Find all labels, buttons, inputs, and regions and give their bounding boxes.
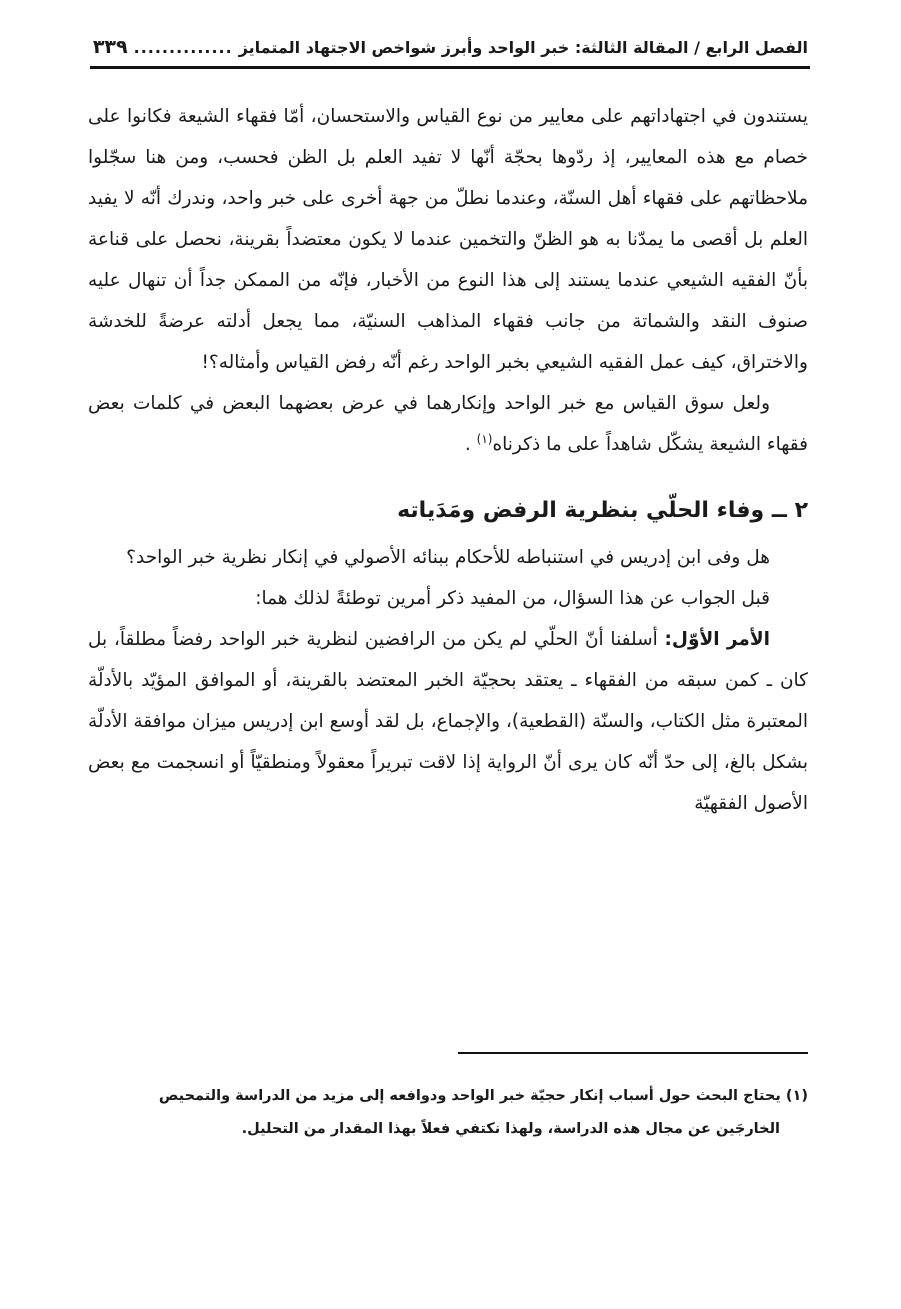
footnote-line-2: الخارجَين عن مجال هذه الدراسة، ولهذا نكتفي فعلاً بهذا المقدار من التحليل. (241, 1121, 780, 1137)
footnote-line-1 (88, 1080, 808, 1113)
first-point-label: الأمر الأوّل: (664, 629, 770, 650)
leader-dots: .............. (133, 37, 233, 57)
paragraph-2 (88, 383, 808, 465)
main-text (88, 96, 808, 824)
paragraph-5 (88, 619, 808, 824)
section-gap (88, 465, 808, 485)
footnote (88, 1080, 808, 1146)
paragraph-5-text: أسلفنا أنّ الحلّي لم يكن من الرافضين لنظرية خبر الواحد رفضاً مطلقاً، بل كان ـ كمن سبقه من الفقهاء ـ يعتقد بحجيّة الخبر المعتضد بالقرينة، أو الموافق المؤيّد بالأدلّة المعتبرة مثل الكتاب، والسنّة (القطعية)، والإجماع، بل لقد أوسع ابن إدريس ميزان موافقة الأدلّة بشكل بالغ، إلى حدّ أنّه كان يرى أنّ الرواية إذا لاقت تبريراً معقولاً ومنطقيّاً أو انسجمت مع بعض الأصول الفقهيّة (88, 629, 808, 814)
header-rule (90, 66, 810, 69)
paragraph-4: قبل الجواب عن هذا السؤال، من المفيد ذكر أمرين توطئةً لذلك هما: (255, 588, 770, 609)
footnote-ref[interactable]: (١) (476, 431, 493, 446)
chapter-title: الفصل الرابع / المقالة الثالثة: خبر الواحد وأبرز شواخص الاجتهاد المتمايز (238, 37, 808, 57)
paragraph-2-text: ولعل سوق القياس مع خبر الواحد وإنكارهما في عرض بعضهما البعض في كلمات بعض فقهاء الشيعة يشكّل شاهداً على ما ذكرناه (88, 393, 808, 455)
footnote-rule (458, 1052, 808, 1054)
footnote-number: (١) (785, 1088, 808, 1104)
page-number: ٣٣٩ (92, 36, 128, 58)
paragraph-1: يستندون في اجتهاداتهم على معايير من نوع القياس والاستحسان، أمّا فقهاء الشيعة فكانوا على خصام مع هذه المعايير، إذ ردّوها بحجّة أنّها لا تفيد العلم بل الظن فحسب، ومن هنا سجّلوا ملاحظاتهم على فقهاء أهل السنّة، وعندما نطلّ من جهة أخرى على خبر واحد، وندرك أنّه لا يفيد العلم بل أقصى ما يمدّنا به هو الظنّ والتخمين عندما لا يكون معتضداً بقرينة، نحصل على قناعة بأنّ الفقيه الشيعي عندما يستند إلى هذا النوع من الأخبار، فإنّه من الممكن جداً أن تنهال عليه صنوف النقد والشماتة من جانب فقهاء المذاهب السنيّة، مما يجعل أدلته عرضةً للخدشة والاختراق، كيف عمل الفقيه الشيعي بخبر الواحد رغم أنّه رفض القياس وأمثاله؟! (88, 106, 808, 373)
footnote-text-1: يحتاج البحث حول أسباب إنكار حجيّة خبر الواحد ودوافعه إلى مزيد من الدراسة والتمحيص (158, 1088, 781, 1104)
paragraph-2-end: . (464, 434, 471, 455)
paragraph-3: هل وفى ابن إدريس في استنباطه للأحكام ببنائه الأصولي في إنكار نظرية خبر الواحد؟ (126, 547, 770, 568)
running-header (92, 30, 808, 64)
section-heading: ٢ ــ وفاء الحلّي بنظرية الرفض ومَدَياته (397, 498, 808, 523)
